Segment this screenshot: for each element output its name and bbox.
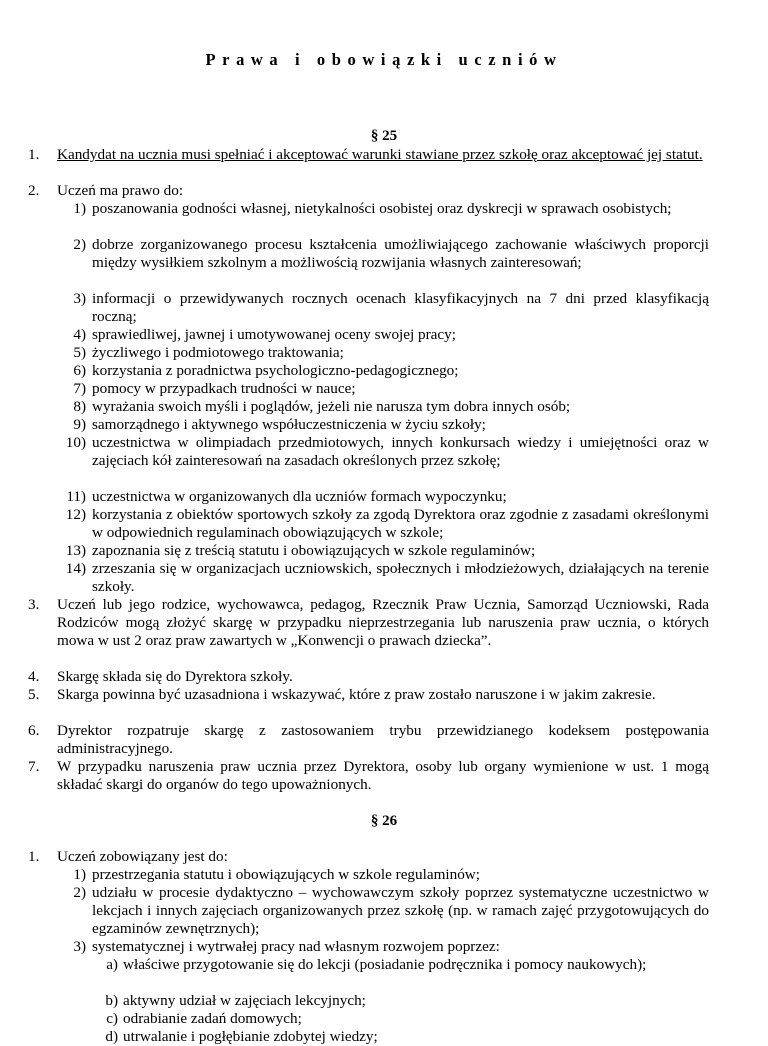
subitem-text: zapoznania się z treścią statutu i obowiązujących w szkole regulaminów; <box>92 542 536 559</box>
subsubitem-number: b) <box>105 992 118 1009</box>
subitem-text: udziału w procesie dydaktyczno – wychowawczym szkoły poprzez systematyczne uczestnictwo w lekcjach i innych zajęciach organizowanych przez szkołę (np. w ramach zajęć przygotowujących do egzaminów zewnętrznych); <box>92 884 709 937</box>
subitem-number: 5) <box>73 344 86 361</box>
subitem-number: 14) <box>65 560 86 577</box>
subitem-number: 2) <box>73 884 86 901</box>
item-number: 5. <box>28 686 40 703</box>
subitem-number: 4) <box>73 326 86 343</box>
item-text: Kandydat na ucznia musi spełniać i akceptować warunki stawiane przez szkołę oraz akceptować jej statut. <box>57 146 703 163</box>
subitem-text: poszanowania godności własnej, nietykalności osobistej oraz dyskrecji w sprawach osobistych; <box>92 200 672 217</box>
subitem-text: przestrzegania statutu i obowiązujących w szkole regulaminów; <box>92 866 480 883</box>
subitem-text: systematycznej i wytrwałej pracy nad własnym rozwojem poprzez: <box>92 938 500 955</box>
subitem-number: 13) <box>65 542 86 559</box>
subitem-text: samorządnego i aktywnego współuczestniczenia w życiu szkoły; <box>92 416 486 433</box>
subsubitem-text: odrabianie zadań domowych; <box>123 1010 302 1027</box>
item-number: 7. <box>28 758 40 775</box>
subitem-number: 10) <box>65 434 86 451</box>
subitem-text: zrzeszania się w organizacjach uczniowskich, społecznych i młodzieżowych, działających na terenie szkoły. <box>92 560 709 595</box>
item-text: Uczeń ma prawo do: <box>57 182 184 199</box>
subitem-number: 12) <box>65 506 86 523</box>
subsubitem-number: a) <box>106 956 118 973</box>
subitem-text: życzliwego i podmiotowego traktowania; <box>92 344 344 361</box>
subitem-text: korzystania z obiektów sportowych szkoły za zgodą Dyrektora oraz zgodnie z zasadami określonymi w odpowiednich regulaminach obowiązujących w szkole; <box>92 506 709 541</box>
subsubitem-text: utrwalanie i pogłębianie zdobytej wiedzy; <box>123 1028 378 1045</box>
subitem-text: wyrażania swoich myśli i poglądów, jeżeli nie narusza tym dobra innych osób; <box>92 398 571 415</box>
subitem-text: informacji o przewidywanych rocznych ocenach klasyfikacyjnych na 7 dni przed klasyfikacją roczną; <box>92 290 709 325</box>
item-text: Skargę składa się do Dyrektora szkoły. <box>57 668 293 685</box>
subitem-number: 2) <box>73 236 86 253</box>
item-text: Uczeń lub jego rodzice, wychowawca, pedagog, Rzecznik Praw Ucznia, Samorząd Uczniowski, Rada Rodziców mogą złożyć skargę w przypadku nieprzestrzegania lub naruszenia praw ucznia, o których mowa w ust 2 oraz praw zawartych w „Konwencji o prawach dziecka”. <box>57 596 709 649</box>
subsubitem-text: właściwe przygotowanie się do lekcji (posiadanie podręcznika i pomocy naukowych); <box>123 956 647 973</box>
item-number: 1. <box>28 146 40 163</box>
subitem-text: sprawiedliwej, jawnej i umotywowanej oceny swojej pracy; <box>92 326 456 343</box>
item-number: 6. <box>28 722 40 739</box>
section-heading-25: § 25 <box>370 128 398 144</box>
item-text: Dyrektor rozpatruje skargę z zastosowaniem trybu przewidzianego kodeksem postępowania administracyjnego. <box>57 722 709 757</box>
subitem-number: 1) <box>73 200 86 217</box>
subitem-number: 1) <box>73 866 86 883</box>
document-title: Prawa i obowiązki uczniów <box>205 50 563 69</box>
subitem-text: uczestnictwa w organizowanych dla uczniów formach wypoczynku; <box>92 488 507 505</box>
subitem-text: pomocy w przypadkach trudności w nauce; <box>92 380 356 397</box>
subitem-number: 3) <box>73 938 86 955</box>
subsubitem-number: c) <box>106 1010 118 1027</box>
item-number: 3. <box>28 596 40 613</box>
subitem-text: dobrze zorganizowanego procesu kształcenia umożliwiającego zachowanie właściwych proporcji między wysiłkiem szkolnym a możliwością rozwijania własnych zainteresowań; <box>92 236 709 271</box>
item-text: Skarga powinna być uzasadniona i wskazywać, które z praw zostało naruszone i w jakim zakresie. <box>57 686 656 703</box>
subitem-number: 7) <box>73 380 86 397</box>
subitem-number: 8) <box>73 398 86 415</box>
item-number: 4. <box>28 668 40 685</box>
subitem-number: 6) <box>73 362 86 379</box>
item-text: Uczeń zobowiązany jest do: <box>57 848 228 865</box>
subitem-number: 11) <box>66 488 86 505</box>
subitem-number: 9) <box>73 416 86 433</box>
item-number: 1. <box>28 848 40 865</box>
item-number: 2. <box>28 182 40 199</box>
subitem-text: uczestnictwa w olimpiadach przedmiotowych, innych konkursach wiedzy i umiejętności oraz w zajęciach kół zainteresowań na zasadach określonych przez szkołę; <box>92 434 709 469</box>
subsubitem-number: d) <box>105 1028 118 1045</box>
section-heading-26: § 26 <box>370 813 398 829</box>
item-text: W przypadku naruszenia praw ucznia przez Dyrektora, osoby lub organy wymienione w ust. 1 mogą składać skargi do organów do tego upoważnionych. <box>57 758 709 793</box>
subitem-number: 3) <box>73 290 86 307</box>
subsubitem-text: aktywny udział w zajęciach lekcyjnych; <box>123 992 366 1009</box>
subitem-text: korzystania z poradnictwa psychologiczno-pedagogicznego; <box>92 362 459 379</box>
